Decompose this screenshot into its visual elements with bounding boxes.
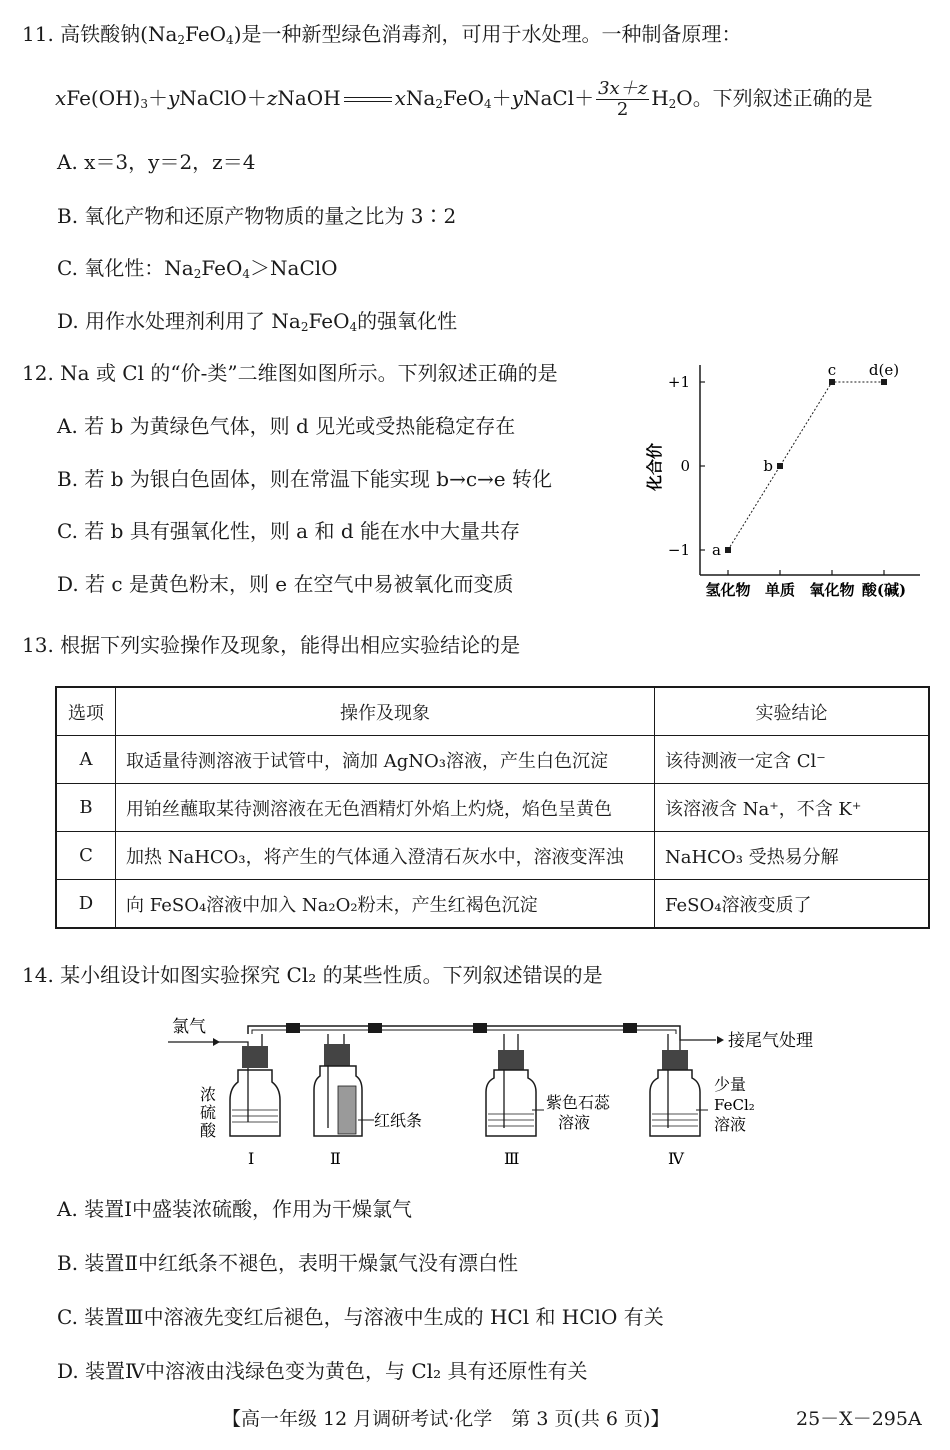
svg-text:FeCl₂: FeCl₂ (714, 1096, 755, 1114)
liquid-1 (232, 1110, 278, 1122)
arrow-head-icon (717, 1036, 724, 1044)
q11-option-c: C. 氧化性：$Na_2FeO_4>NaClO$ (57, 256, 338, 281)
table-row (56, 880, 929, 929)
stopper (324, 1044, 350, 1066)
q11-equation: $xFe(OH)_3+yNaClO+zNaOH$ xNa$_2$FeO$_4$＋yNaCl＋ $\frac{3x+z}{2}$ $H_2O$。下列叙述正确的是 (55, 78, 873, 120)
y-tick-label: 0 (680, 457, 690, 475)
numeral-3: Ⅲ (504, 1149, 520, 1168)
footer-title: 【高一年级 12 月调研考试·化学 第 3 页(共 6 页)】 (222, 1408, 670, 1430)
data-point-b (777, 463, 783, 469)
data-label-a: a (712, 541, 721, 559)
tube-joint (623, 1023, 637, 1033)
equals-sign (344, 97, 392, 102)
stopper (242, 1046, 268, 1068)
svg-text:酸: 酸 (200, 1121, 217, 1140)
row-option: C (56, 832, 116, 880)
red-paper-strip (338, 1086, 356, 1134)
row-operation: 用铂丝蘸取某待测溶液在无色酒精灯外焰上灼烧，焰色呈黄色 (116, 784, 655, 832)
svg-text:溶液: 溶液 (558, 1113, 591, 1132)
row-option: D (56, 880, 116, 929)
q11-option-d: D. 用作水处理剂利用了 $Na_2FeO_4$的强氧化性 (57, 309, 458, 334)
header-conclusion: 实验结论 (655, 687, 930, 736)
row-operation: 取适量待测溶液于试管中，滴加 AgNO₃溶液，产生白色沉淀 (116, 736, 655, 784)
liquid-3 (488, 1114, 534, 1126)
tube-joint (368, 1023, 382, 1033)
tube-joint (286, 1023, 300, 1033)
q14-option-a: A. 装置Ⅰ中盛装浓硫酸，作用为干燥氯气 (57, 1197, 413, 1221)
numeral-4: Ⅳ (668, 1149, 684, 1168)
data-label-d(e): d(e) (868, 361, 900, 379)
valence-class-chart (630, 355, 930, 605)
data-label-b: b (763, 457, 773, 475)
inlet-label: 氯气 (172, 1017, 206, 1037)
header-operation: 操作及现象 (116, 687, 655, 736)
row-option: A (56, 736, 116, 784)
y-tick-label: −1 (667, 541, 690, 559)
row-conclusion: FeSO₄溶液变质了 (655, 880, 930, 929)
data-label-c: c (827, 361, 837, 379)
numeral-1: Ⅰ (248, 1149, 255, 1168)
series-line (728, 382, 884, 550)
svg-text:溶液: 溶液 (714, 1115, 747, 1134)
data-point-a (725, 547, 731, 553)
bottle-3-label: 紫色石蕊 (546, 1093, 611, 1112)
fraction: $\frac{3x+z}{2}$ (598, 78, 648, 120)
q11-option-b: B. 氧化产物和还原产物物质的量之比为 3∶2 (57, 204, 457, 228)
stopper (498, 1050, 524, 1070)
stopper (662, 1050, 688, 1070)
y-tick-label: +1 (667, 373, 690, 391)
svg-text:硫: 硫 (200, 1103, 217, 1122)
table-row (56, 736, 929, 784)
numeral-2: Ⅱ (330, 1149, 341, 1168)
q12-option-c: C. 若 b 具有强氧化性，则 a 和 d 能在水中大量共存 (57, 519, 520, 543)
table-header-row (56, 687, 929, 736)
row-option: B (56, 784, 116, 832)
q13-stem: 13. 根据下列实验操作及现象，能得出相应实验结论的是 (22, 633, 521, 657)
bottle-4-label: 少量 (714, 1075, 747, 1094)
table-row (56, 832, 929, 880)
q14-option-d: D. 装置Ⅳ中溶液由浅绿色变为黄色，与 Cl₂ 具有还原性有关 (57, 1359, 588, 1383)
outlet-label: 接尾气处理 (728, 1031, 813, 1051)
q12-option-b: B. 若 b 为银白色固体，则在常温下能实现 b→c→e 转化 (57, 467, 552, 491)
data-point-c (829, 379, 835, 385)
connecting-tube-inner (252, 1030, 676, 1034)
table-row (56, 784, 929, 832)
x-tick-label: 酸(碱) (861, 581, 907, 599)
y-axis-label: 化合价 (645, 442, 664, 492)
row-operation: 向 FeSO₄溶液中加入 Na₂O₂粉末，产生红褐色沉淀 (116, 880, 655, 929)
q11-option-a: A. x＝3，y＝2，z＝4 (57, 150, 256, 174)
header-option: 选项 (56, 687, 116, 736)
apparatus-diagram (168, 1010, 818, 1168)
bottle-1 (230, 1070, 280, 1136)
q11-stem: 11. 高铁酸钠$(Na_2FeO_4)$是一种新型绿色消毒剂，可用于水处理。一种制备原理： (22, 22, 742, 47)
x-tick-label: 氧化物 (809, 581, 855, 599)
x-tick-label: 单质 (764, 581, 796, 599)
footer-code: 25－X－295A (796, 1408, 922, 1430)
q14-option-b: B. 装置Ⅱ中红纸条不褪色，表明干燥氯气没有漂白性 (57, 1251, 519, 1275)
data-point-d(e) (881, 379, 887, 385)
q12-option-d: D. 若 c 是黄色粉末，则 e 在空气中易被氧化而变质 (57, 572, 514, 596)
liquid-4 (652, 1114, 698, 1126)
arrow-head-icon (213, 1038, 220, 1046)
bottle-1-label: 浓 (200, 1085, 217, 1104)
row-conclusion: 该待测液一定含 Cl⁻ (655, 736, 930, 784)
tube-joint (473, 1023, 487, 1033)
experiment-table (55, 686, 930, 929)
row-operation: 加热 NaHCO₃，将产生的气体通入澄清石灰水中，溶液变浑浊 (116, 832, 655, 880)
x-tick-label: 氢化物 (705, 581, 751, 599)
row-conclusion: NaHCO₃ 受热易分解 (655, 832, 930, 880)
q12-stem: 12. Na 或 Cl 的“价-类”二维图如图所示。下列叙述正确的是 (22, 361, 558, 385)
row-conclusion: 该溶液含 Na⁺，不含 K⁺ (655, 784, 930, 832)
q12-option-a: A. 若 b 为黄绿色气体，则 d 见光或受热能稳定存在 (57, 414, 516, 438)
q14-option-c: C. 装置Ⅲ中溶液先变红后褪色，与溶液中生成的 HCl 和 HClO 有关 (57, 1305, 664, 1329)
q14-stem: 14. 某小组设计如图实验探究 Cl₂ 的某些性质。下列叙述错误的是 (22, 963, 603, 987)
outlet-tube (680, 1034, 716, 1040)
bottle-2-label: 红纸条 (374, 1111, 423, 1130)
